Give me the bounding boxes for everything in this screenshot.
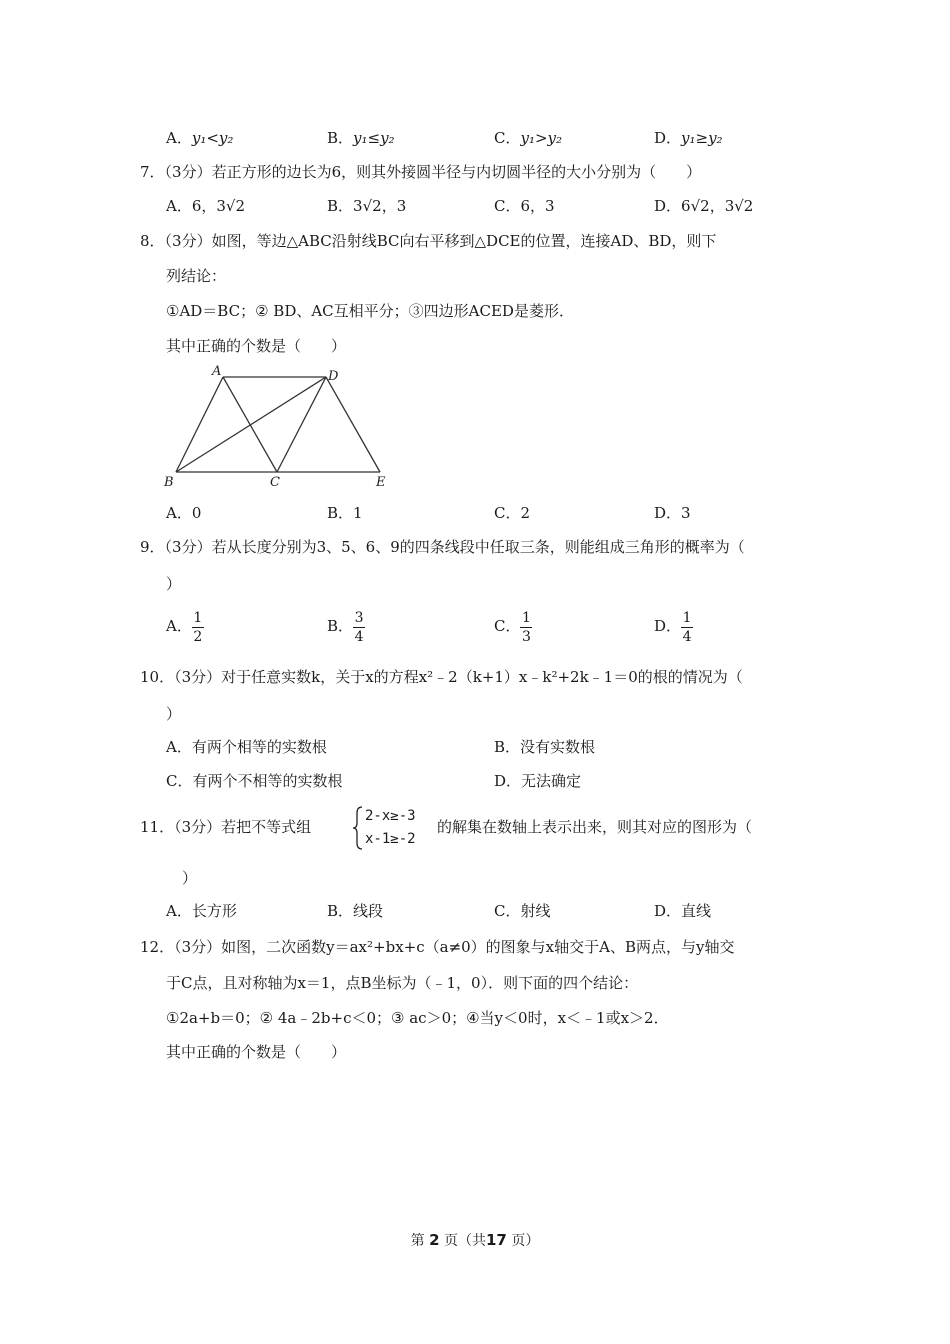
q8-conclusions: ①AD＝BC；② BD、AC互相平分；③四边形ACED是菱形． [166, 302, 574, 320]
q10-option-b: B．没有实数根 [494, 738, 596, 756]
q11-option-b: B．线段 [327, 902, 384, 920]
q11-option-d: D．直线 [654, 902, 712, 920]
q6-option-d: D．y₁≥y₂ [654, 129, 723, 147]
segment-de [326, 377, 380, 472]
q9-option-c: C． $\frac{1}{3}$ [494, 609, 531, 645]
q12-stem-line2: 于C点，且对称轴为x＝1，点B坐标为（﹣1，0）．则下面的四个结论： [166, 974, 639, 992]
q6-option-b: B．y₁≤y₂ [327, 129, 395, 147]
q9-option-a: A． $\frac{1}{2}$ [166, 609, 203, 645]
label-d: D [328, 369, 339, 384]
q8-option-b: B．1 [327, 504, 363, 522]
page-number: 2 [429, 1231, 440, 1249]
q7-option-b: B．3√2，3 [327, 197, 407, 215]
q8-question: 其中正确的个数是（ ） [166, 337, 347, 355]
q11-stem-line1-tail: 的解集在数轴上表示出来，则其对应的图形为（ [437, 818, 753, 836]
q12-conclusions: ①2a+b＝0；② 4a﹣2b+c＜0；③ ac＞0；④当y＜0时，x＜﹣1或x＞2． [166, 1009, 669, 1027]
page-footer: 第 2 页（共17 页） [410, 1231, 540, 1249]
segment-dc [277, 377, 326, 472]
q11-option-a: A．长方形 [166, 902, 237, 920]
q7-option-a: A．6，3√2 [166, 197, 246, 215]
q7-stem: 7．（3分）若正方形的边长为6，则其外接圆半径与内切圆半径的大小分别为（ ） [140, 163, 702, 181]
q11-stem-line2: ） [182, 869, 198, 887]
q11-inequality-system [352, 805, 436, 851]
inequality-1: 2-x≥-3 [365, 808, 416, 824]
q7-option-c: C．6，3 [494, 197, 555, 215]
label-e: E [376, 475, 386, 490]
q8-stem-line2: 列结论： [166, 267, 227, 285]
q12-question: 其中正确的个数是（ ） [166, 1043, 347, 1061]
label-b: B [164, 475, 174, 490]
q8-stem-line1: 8．（3分）如图，等边△ABC沿射线BC向右平移到△DCE的位置，连接AD、BD，则下 [140, 232, 717, 250]
q12-stem-line1: 12．（3分）如图，二次函数y＝ax²+bx+c（a≠0）的图象与x轴交于A、B两点，与y轴交 [140, 938, 735, 956]
q8-figure [160, 362, 400, 494]
q8-option-a: A．0 [166, 504, 202, 522]
label-c: C [270, 475, 280, 490]
q9-stem-line1: 9．（3分）若从长度分别为3、5、6、9的四条线段中任取三条，则能组成三角形的概率为（ [140, 538, 745, 556]
label-a: A [212, 364, 222, 379]
q9-stem-line2: ） [166, 575, 182, 593]
q9-option-d: D． $\frac{1}{4}$ [654, 609, 692, 645]
q10-option-c: C．有两个不相等的实数根 [166, 772, 343, 790]
q6-option-c: C．y₁>y₂ [494, 129, 563, 147]
page-total: 17 [486, 1231, 507, 1249]
q8-option-d: D．3 [654, 504, 691, 522]
q11-stem-line1: 11．（3分）若把不等式组 [140, 818, 312, 836]
q8-option-c: C．2 [494, 504, 531, 522]
q10-stem-line1: 10．（3分）对于任意实数k，关于x的方程x²﹣2（k+1）x﹣k²+2k﹣1＝0的根的情况为（ [140, 668, 743, 686]
segment-bd [176, 377, 326, 472]
q7-option-d: D．6√2，3√2 [654, 197, 754, 215]
q9-option-b: B． $\frac{3}{4}$ [327, 609, 364, 645]
inequality-2: x-1≥-2 [365, 831, 416, 847]
q11-option-c: C．射线 [494, 902, 551, 920]
q10-option-a: A．有两个相等的实数根 [166, 738, 327, 756]
q6-option-a: A．y₁<y₂ [166, 129, 234, 147]
q10-option-d: D．无法确定 [494, 772, 582, 790]
q10-stem-line2: ） [166, 705, 182, 723]
brace-icon [353, 807, 362, 849]
